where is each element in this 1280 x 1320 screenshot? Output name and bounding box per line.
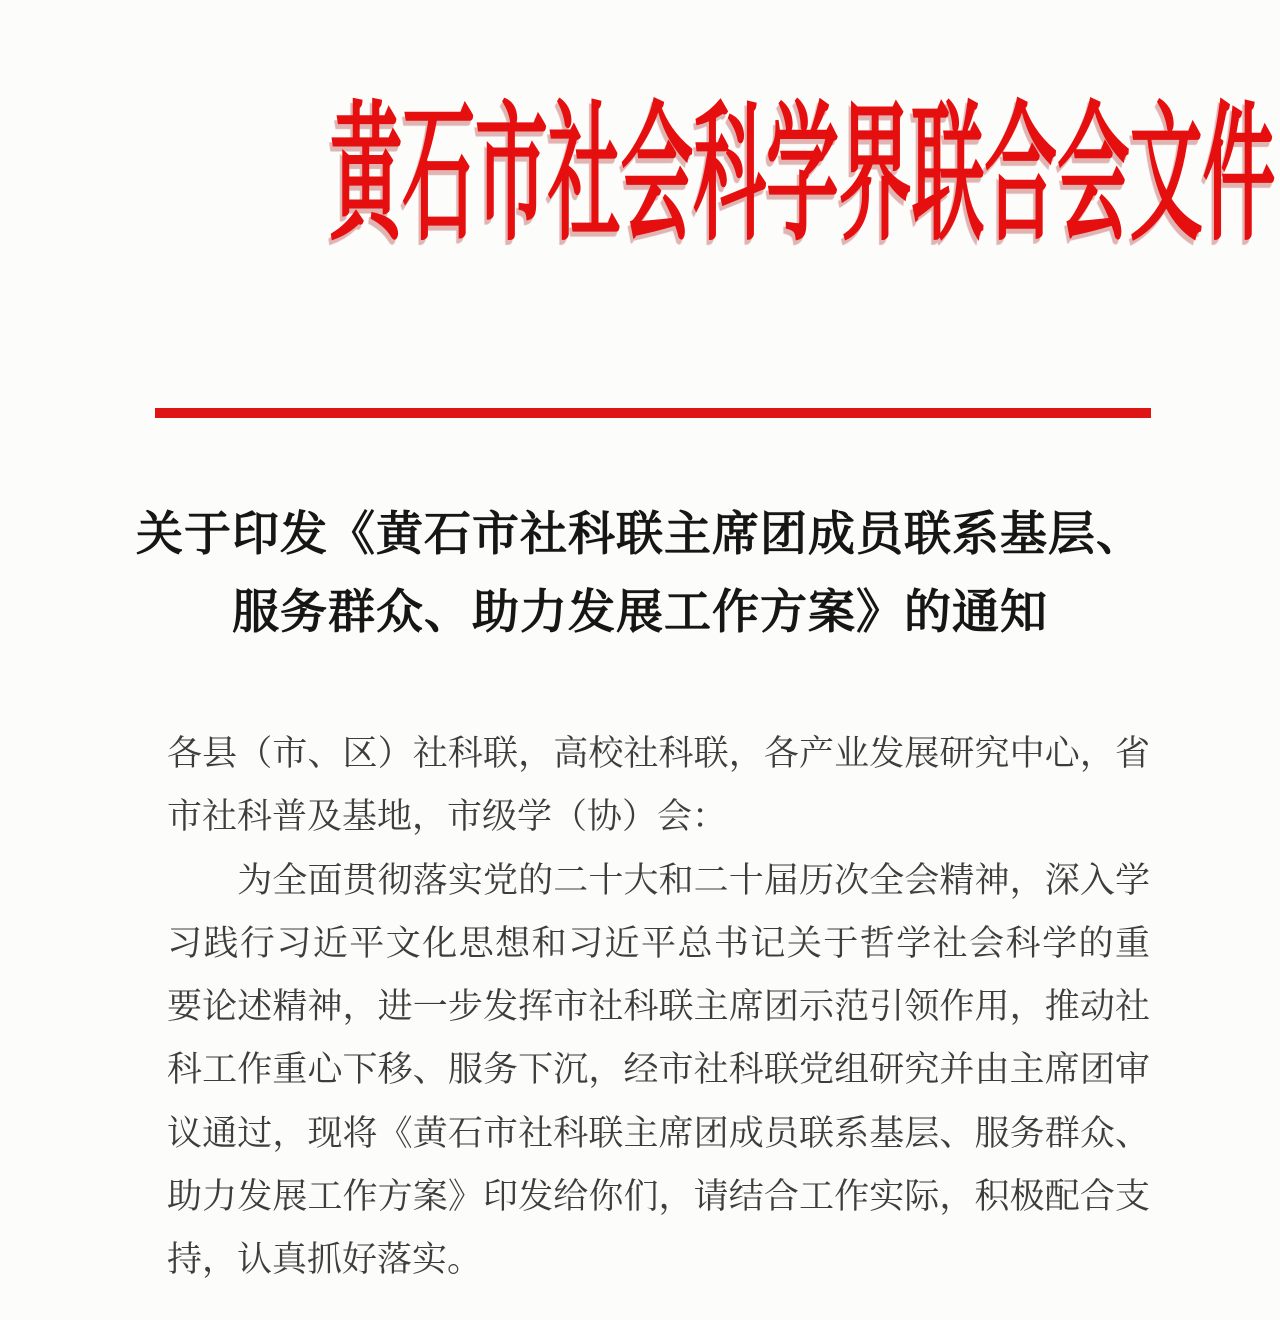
document-title-line-2: 服务群众、助力发展工作方案》的通知 bbox=[232, 587, 1048, 639]
body-line: 市社科普及基地，市级学（协）会： bbox=[167, 797, 728, 837]
body-line: 为全面贯彻落实党的二十大和二十届历次全会精神，深入学 bbox=[167, 860, 1150, 900]
document-title-line-1: 关于印发《黄石市社科联主席团成员联系基层、 bbox=[136, 509, 1144, 561]
body-line: 助力发展工作方案》印发给你们，请结合工作实际，积极配合支 bbox=[167, 1177, 1150, 1217]
document-body bbox=[167, 722, 1150, 1292]
body-line: 科工作重心下移、服务下沉，经市社科联党组研究并由主席团审 bbox=[167, 1050, 1150, 1090]
body-line: 持，认真抓好落实。 bbox=[167, 1240, 483, 1280]
document-header-title: 黄石市社会科学界联合会文件 bbox=[329, 93, 1276, 259]
body-line: 各县（市、区）社科联，高校社科联，各产业发展研究中心，省 bbox=[167, 734, 1150, 773]
red-divider bbox=[155, 408, 1151, 418]
document-title bbox=[0, 496, 1280, 652]
body-line: 要论述精神，进一步发挥市社科联主席团示范引领作用，推动社 bbox=[167, 987, 1150, 1027]
body-line: 习践行习近平文化思想和习近平总书记关于哲学社会科学的重 bbox=[167, 923, 1150, 963]
body-line: 议通过，现将《黄石市社科联主席团成员联系基层、服务群众、 bbox=[167, 1113, 1150, 1153]
